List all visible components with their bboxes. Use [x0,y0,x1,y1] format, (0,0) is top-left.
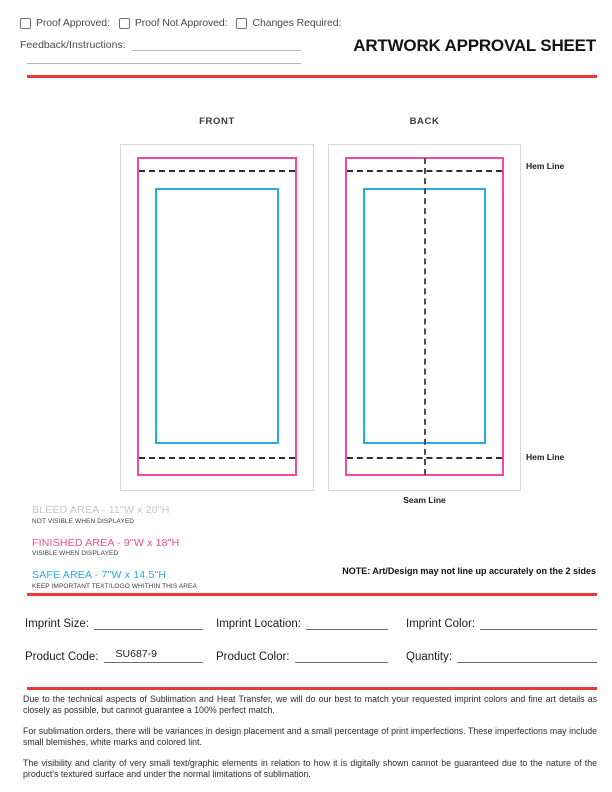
front-bleed-area-box [120,144,314,491]
finished-area-title: FINISHED AREA - 9"W x 18"H [32,536,180,549]
imprint-size-field [25,615,203,630]
hem-line-top-label: Hem Line [526,161,565,171]
imprint-location-field [216,615,388,630]
disclaimer-section [23,694,597,791]
product-code-field [25,648,203,663]
form-row-2 [25,648,597,663]
imprint-color-input-line[interactable] [480,615,597,630]
seam-line-label: Seam Line [403,495,446,505]
imprint-location-input-line[interactable] [306,615,388,630]
proof-not-approved-checkbox[interactable] [119,18,130,29]
imprint-location-label: Imprint Location: [216,618,302,630]
legend-finished-area [32,537,197,558]
alignment-note: NOTE: Art/Design may not line up accurately on the 2 sides [342,566,596,576]
disclaimer-color-match: Due to the technical aspects of Sublimation and Heat Transfer, we will do our best to match your requested imprint colors and fine art details as closely as possible, but cannot guarantee a 100% perfect match. [23,694,597,715]
form-row-1 [25,615,597,630]
front-safe-area-box [155,188,279,444]
legend-bleed-area [32,504,197,525]
feedback-input-line-2[interactable] [27,63,301,64]
product-code-value: SU687-9 [115,648,157,660]
product-code-input-line[interactable] [104,648,203,663]
area-legend [32,504,197,602]
imprint-size-input-line[interactable] [94,615,203,630]
imprint-color-label: Imprint Color: [406,618,476,630]
hem-line-bottom-label: Hem Line [526,452,565,462]
back-seam-line [424,158,426,475]
product-color-input-line[interactable] [295,648,388,663]
proof-approved-label: Proof Approved: [36,17,110,29]
changes-required-option [236,17,341,29]
feedback-row [20,38,301,51]
bleed-area-caption: NOT VISIBLE WHEN DISPLAYED [32,517,135,525]
changes-required-checkbox[interactable] [236,18,247,29]
safe-area-caption: KEEP IMPORTANT TEXT/LOGO WHITHIN THIS AREA [32,582,197,590]
bleed-area-title: BLEED AREA - 11"W x 20"H [32,504,170,516]
proof-approved-checkbox[interactable] [20,18,31,29]
imprint-color-field [406,615,597,630]
feedback-input-line-1[interactable] [132,38,301,51]
legend-safe-area [32,569,197,590]
finished-area-caption: VISIBLE WHEN DISPLAYED [32,550,119,557]
product-code-label: Product Code: [25,651,99,663]
proof-not-approved-option [119,17,228,29]
product-color-field [216,648,388,663]
divider-bottom [27,687,597,690]
proof-approved-option [20,17,110,29]
front-hem-line-top [139,170,295,172]
page-title: ARTWORK APPROVAL SHEET [353,36,596,55]
back-bleed-area-box [328,144,521,491]
front-panel-label: FRONT [199,116,235,127]
front-hem-line-bottom [139,457,295,459]
imprint-size-label: Imprint Size: [25,618,89,630]
back-panel-label: BACK [409,116,440,127]
proof-not-approved-label: Proof Not Approved: [134,17,228,29]
quantity-input-line[interactable] [457,648,597,663]
safe-area-title: SAFE AREA - 7"W x 14.5"H [32,569,167,581]
disclaimer-imperfections: For sublimation orders, there will be variances in design placement and a small percentage of print imperfections. These imperfections may include small blemishes, white marks and colored lint. [23,726,597,747]
changes-required-label: Changes Required: [252,17,342,29]
product-color-label: Product Color: [216,651,290,663]
quantity-field [406,648,597,663]
feedback-instructions-label: Feedback/Instructions: [20,39,126,51]
divider-middle [27,593,597,596]
divider-top [27,75,597,78]
disclaimer-small-text: The visibility and clarity of very small text/graphic elements in relation to how it is digitally shown cannot be guaranteed due to the nature of the product's textured surface and under the normal limitations of sublimation. [23,758,597,779]
approval-checkbox-row [20,17,341,29]
quantity-label: Quantity: [406,651,453,663]
